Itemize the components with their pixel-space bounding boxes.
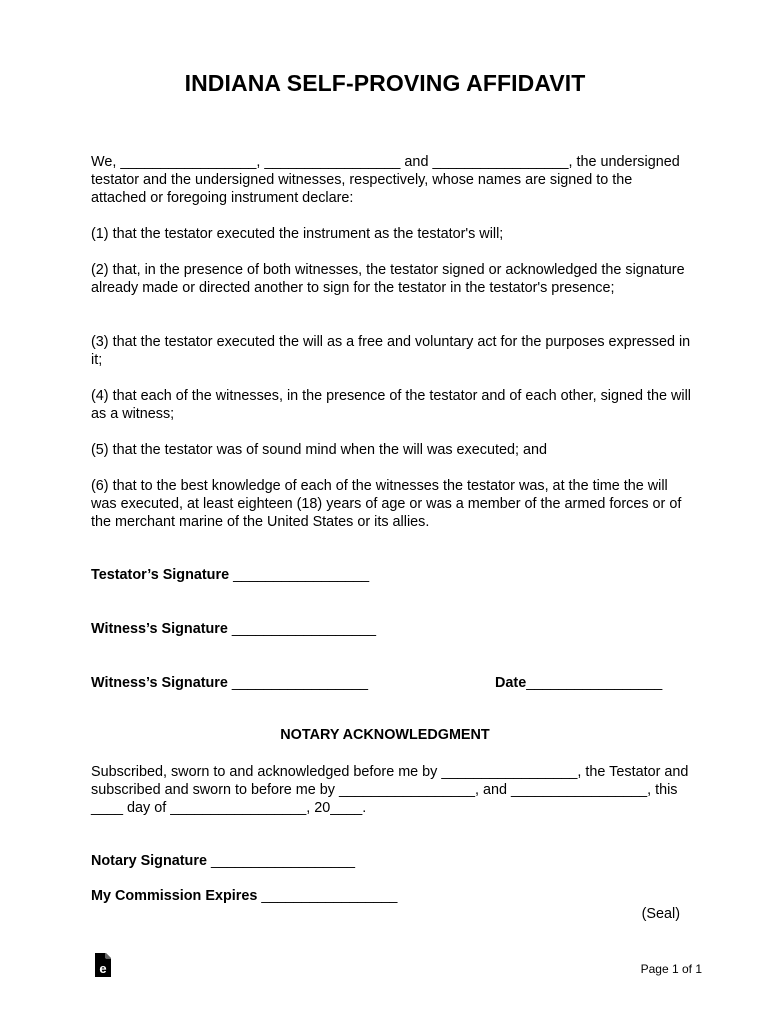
document-title: INDIANA SELF-PROVING AFFIDAVIT <box>184 70 586 96</box>
commission-expires-label: My Commission Expires <box>91 888 258 904</box>
clause-4: (4) that each of the witnesses, in the presence of the testator and of each other, signed the will as a witness; <box>91 388 691 422</box>
intro-paragraph: We, _________________, _________________ and _________________, the undersigned testator and the undersigned witnesses, respectively, whose names are signed to the attached or foregoing instrument declare: <box>91 154 680 206</box>
commission-expires-field[interactable]: _________________ <box>261 888 398 904</box>
clause-3: (3) that the testator executed the will as a free and voluntary act for the purposes expressed in it; <box>91 334 691 368</box>
seal-label: (Seal) <box>641 906 680 922</box>
testator-signature-line <box>91 566 369 584</box>
date-field[interactable]: _________________ <box>526 675 663 691</box>
notary-signature-label: Notary Signature <box>91 853 207 869</box>
eforms-logo-icon <box>93 952 113 978</box>
witness-2-signature-field[interactable]: _________________ <box>231 675 368 691</box>
witness-1-signature-field[interactable]: __________________ <box>231 621 376 637</box>
notary-signature-field[interactable]: __________________ <box>210 853 356 869</box>
clause-2: (2) that, in the presence of both witnesses, the testator signed or acknowledged the signature already made or directed another to sign for the testator in the testator's presence; <box>91 262 685 296</box>
date-label: Date <box>495 675 527 691</box>
clause-5: (5) that the testator was of sound mind when the will was executed; and <box>91 442 547 458</box>
page-number: Page 1 of 1 <box>640 962 702 976</box>
witness-1-signature-label: Witness’s Signature <box>91 621 228 637</box>
witness-1-signature-line <box>91 620 376 638</box>
testator-signature-label: Testator’s Signature <box>91 567 230 583</box>
clause-1: (1) that the testator executed the instrument as the testator's will; <box>91 226 504 242</box>
witness-2-signature-label: Witness’s Signature <box>91 675 228 691</box>
witness-2-signature-line <box>91 674 368 692</box>
notary-heading: NOTARY ACKNOWLEDGMENT <box>280 727 490 743</box>
date-line <box>495 674 662 692</box>
commission-expires-line <box>91 887 397 905</box>
testator-signature-field[interactable]: _________________ <box>233 567 370 583</box>
notary-paragraph: Subscribed, sworn to and acknowledged before me by _________________, the Testator and subscribed and sworn to before me by _________________, and _________________, this ____ day of _________________, 20____. <box>91 764 689 816</box>
notary-signature-line <box>91 852 355 870</box>
svg-text:e: e <box>99 961 107 976</box>
clause-6: (6) that to the best knowledge of each of the witnesses the testator was, at the time the will was executed, at least eighteen (18) years of age or was a member of the armed forces or of the merchant marine of the United States or its allies. <box>91 478 682 530</box>
